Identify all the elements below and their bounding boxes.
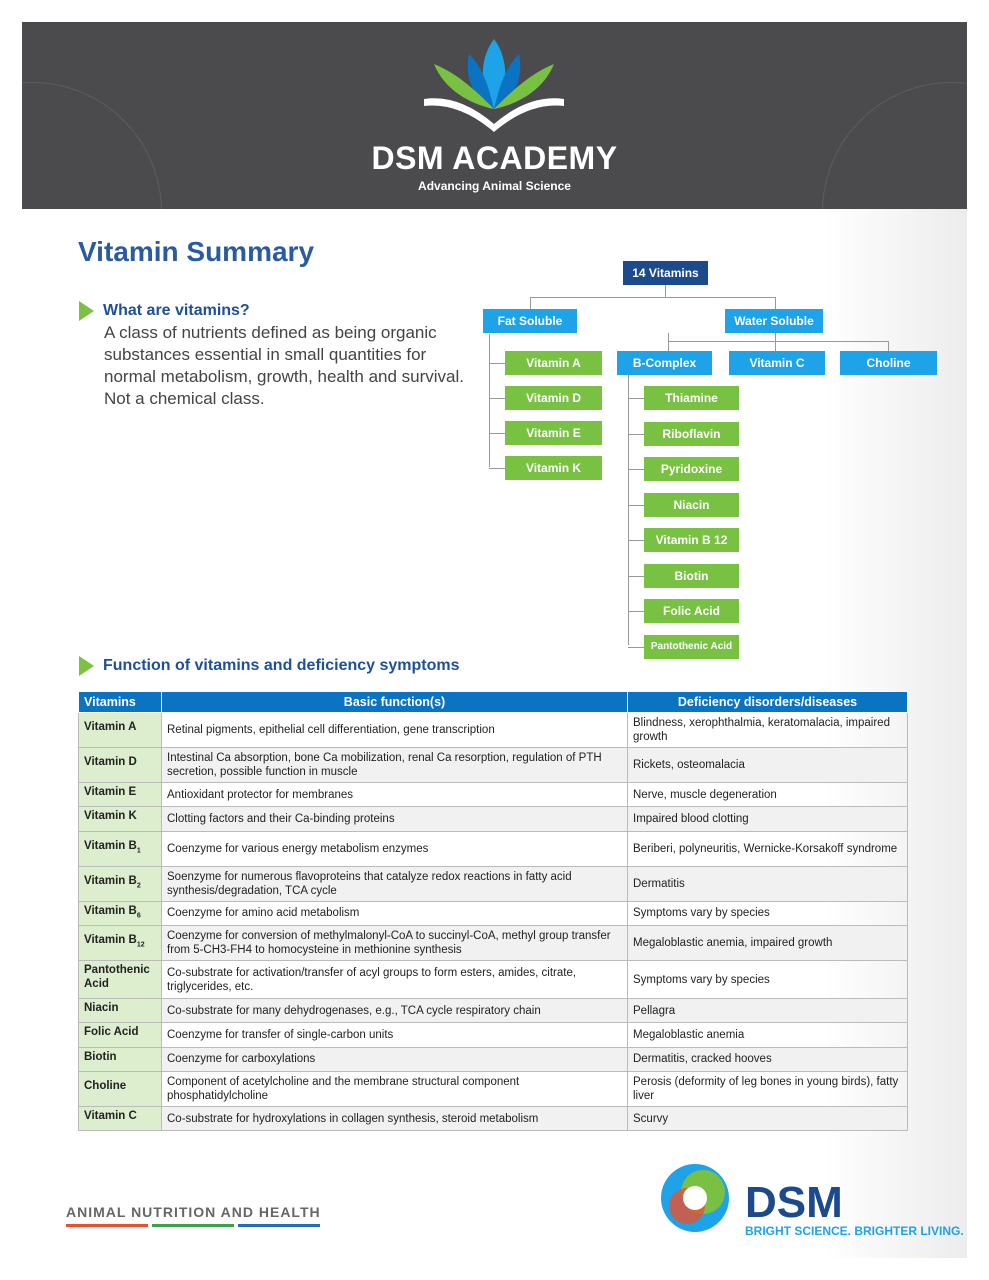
vitamin-name: Vitamin A bbox=[79, 713, 162, 748]
deficiency: Rickets, osteomalacia bbox=[628, 748, 908, 783]
tree-bcomplex-item: Pantothenic Acid bbox=[644, 635, 739, 659]
vitamin-name: Niacin bbox=[79, 999, 162, 1023]
vitamin-name: Vitamin K bbox=[79, 807, 162, 831]
table-row bbox=[79, 748, 908, 783]
page-title: Vitamin Summary bbox=[78, 236, 315, 267]
tree-fat-item: Vitamin D bbox=[505, 386, 602, 410]
bullet-arrow-icon bbox=[79, 656, 94, 676]
deficiency: Beriberi, polyneuritis, Wernicke-Korsakoff syndrome bbox=[628, 831, 908, 866]
basic-function: Clotting factors and their Ca-binding proteins bbox=[162, 807, 628, 831]
tree-bcomplex-item: Vitamin B 12 bbox=[644, 528, 739, 552]
table-row bbox=[79, 831, 908, 866]
deficiency: Nerve, muscle degeneration bbox=[628, 783, 908, 807]
deficiency: Megaloblastic anemia, impaired growth bbox=[628, 925, 908, 960]
col-function: Basic function(s) bbox=[162, 692, 628, 713]
header-subtitle: Advancing Animal Science bbox=[418, 179, 571, 193]
table-row bbox=[79, 901, 908, 925]
basic-function: Intestinal Ca absorption, bone Ca mobilization, renal Ca resorption, regulation of PTH secretion, possible function in muscle bbox=[162, 748, 628, 783]
vitamin-name: Biotin bbox=[79, 1047, 162, 1071]
tree-bcomplex-item: Niacin bbox=[644, 493, 739, 517]
vitamin-name: Vitamin E bbox=[79, 783, 162, 807]
table-row bbox=[79, 1072, 908, 1107]
vitamin-name: Vitamin C bbox=[79, 1107, 162, 1131]
tree-bcomplex-item: Biotin bbox=[644, 564, 739, 588]
table-row bbox=[79, 713, 908, 748]
vitamin-name: Choline bbox=[79, 1072, 162, 1107]
division-label: ANIMAL NUTRITION AND HEALTH bbox=[66, 1204, 321, 1220]
intro-text: A class of nutrients defined as being organic substances essential in small quantities for normal metabolism, growth, health and survival. Not a chemical class. bbox=[104, 323, 464, 408]
tree-fat-item: Vitamin E bbox=[505, 421, 602, 445]
basic-function: Component of acetylcholine and the membrane structural component phosphatidylcholine bbox=[162, 1072, 628, 1107]
deficiency: Megaloblastic anemia bbox=[628, 1023, 908, 1047]
basic-function: Coenzyme for various energy metabolism enzymes bbox=[162, 831, 628, 866]
header-banner bbox=[22, 22, 967, 209]
header-title: DSM ACADEMY bbox=[371, 140, 618, 176]
deficiency: Symptoms vary by species bbox=[628, 901, 908, 925]
deficiency: Scurvy bbox=[628, 1107, 908, 1131]
vitamin-name: Vitamin $B_2$ bbox=[79, 866, 162, 901]
tree-water-item: B-Complex bbox=[617, 351, 712, 375]
tree-water-soluble: Water Soluble bbox=[725, 309, 823, 333]
table-row bbox=[79, 866, 908, 901]
col-vitamins: Vitamins bbox=[79, 692, 162, 713]
deficiency: Dermatitis, cracked hooves bbox=[628, 1047, 908, 1071]
tree-fat-soluble: Fat Soluble bbox=[483, 309, 577, 333]
col-deficiency: Deficiency disorders/diseases bbox=[628, 692, 908, 713]
vitamin-table bbox=[78, 691, 908, 1131]
table-row bbox=[79, 783, 908, 807]
deficiency: Symptoms vary by species bbox=[628, 960, 908, 998]
basic-function: Retinal pigments, epithelial cell differentiation, gene transcription bbox=[162, 713, 628, 748]
tree-water-item: Vitamin C bbox=[729, 351, 825, 375]
academy-logo-icon bbox=[414, 34, 574, 139]
basic-function: Co-substrate for hydroxylations in collagen synthesis, steroid metabolism bbox=[162, 1107, 628, 1131]
dsm-brand: DSM bbox=[745, 1178, 843, 1227]
basic-function: Coenzyme for conversion of methylmalonyl-CoA to succinyl-CoA, methyl group transfer from 5-CH3-FH4 to homocysteine in methionine synthesis bbox=[162, 925, 628, 960]
tree-fat-item: Vitamin A bbox=[505, 351, 602, 375]
intro-heading: What are vitamins? bbox=[103, 302, 250, 319]
tree-root: 14 Vitamins bbox=[623, 261, 708, 285]
deficiency: Impaired blood clotting bbox=[628, 807, 908, 831]
color-bars bbox=[66, 1224, 320, 1227]
dsm-logo-icon bbox=[655, 1152, 740, 1244]
tree-fat-item: Vitamin K bbox=[505, 456, 602, 480]
basic-function: Co-substrate for activation/transfer of acyl groups to form esters, amides, citrate, triglycerides, etc. bbox=[162, 960, 628, 998]
tree-bcomplex-item: Pyridoxine bbox=[644, 457, 739, 481]
basic-function: Antioxidant protector for membranes bbox=[162, 783, 628, 807]
table-row bbox=[79, 1023, 908, 1047]
table-row bbox=[79, 807, 908, 831]
tree-water-item: Choline bbox=[840, 351, 937, 375]
vitamin-name: Vitamin $B_6$ bbox=[79, 901, 162, 925]
vitamin-name: Vitamin D bbox=[79, 748, 162, 783]
deficiency: Dermatitis bbox=[628, 866, 908, 901]
table-row bbox=[79, 1047, 908, 1071]
basic-function: Coenzyme for transfer of single-carbon units bbox=[162, 1023, 628, 1047]
table-row bbox=[79, 999, 908, 1023]
table-row bbox=[79, 925, 908, 960]
vitamin-name: Pantothenic Acid bbox=[79, 960, 162, 998]
section-heading: Function of vitamins and deficiency symptoms bbox=[103, 657, 460, 674]
dsm-slogan: BRIGHT SCIENCE. BRIGHTER LIVING. bbox=[745, 1224, 964, 1238]
basic-function: Coenzyme for carboxylations bbox=[162, 1047, 628, 1071]
basic-function: Co-substrate for many dehydrogenases, e.g., TCA cycle respiratory chain bbox=[162, 999, 628, 1023]
deficiency: Pellagra bbox=[628, 999, 908, 1023]
tree-bcomplex-item: Thiamine bbox=[644, 386, 739, 410]
bullet-arrow-icon bbox=[79, 301, 94, 321]
vitamin-name: Folic Acid bbox=[79, 1023, 162, 1047]
table-row bbox=[79, 1107, 908, 1131]
basic-function: Soenzyme for numerous flavoproteins that catalyze redox reactions in fatty acid synthesis/degradation, TCA cycle bbox=[162, 866, 628, 901]
tree-bcomplex-item: Riboflavin bbox=[644, 422, 739, 446]
table-row bbox=[79, 960, 908, 998]
deficiency: Perosis (deformity of leg bones in young birds), fatty liver bbox=[628, 1072, 908, 1107]
tree-bcomplex-item: Folic Acid bbox=[644, 599, 739, 623]
vitamin-name: Vitamin $B_1$ bbox=[79, 831, 162, 866]
deficiency: Blindness, xerophthalmia, keratomalacia, impaired growth bbox=[628, 713, 908, 748]
basic-function: Coenzyme for amino acid metabolism bbox=[162, 901, 628, 925]
vitamin-name: Vitamin $B_{12}$ bbox=[79, 925, 162, 960]
